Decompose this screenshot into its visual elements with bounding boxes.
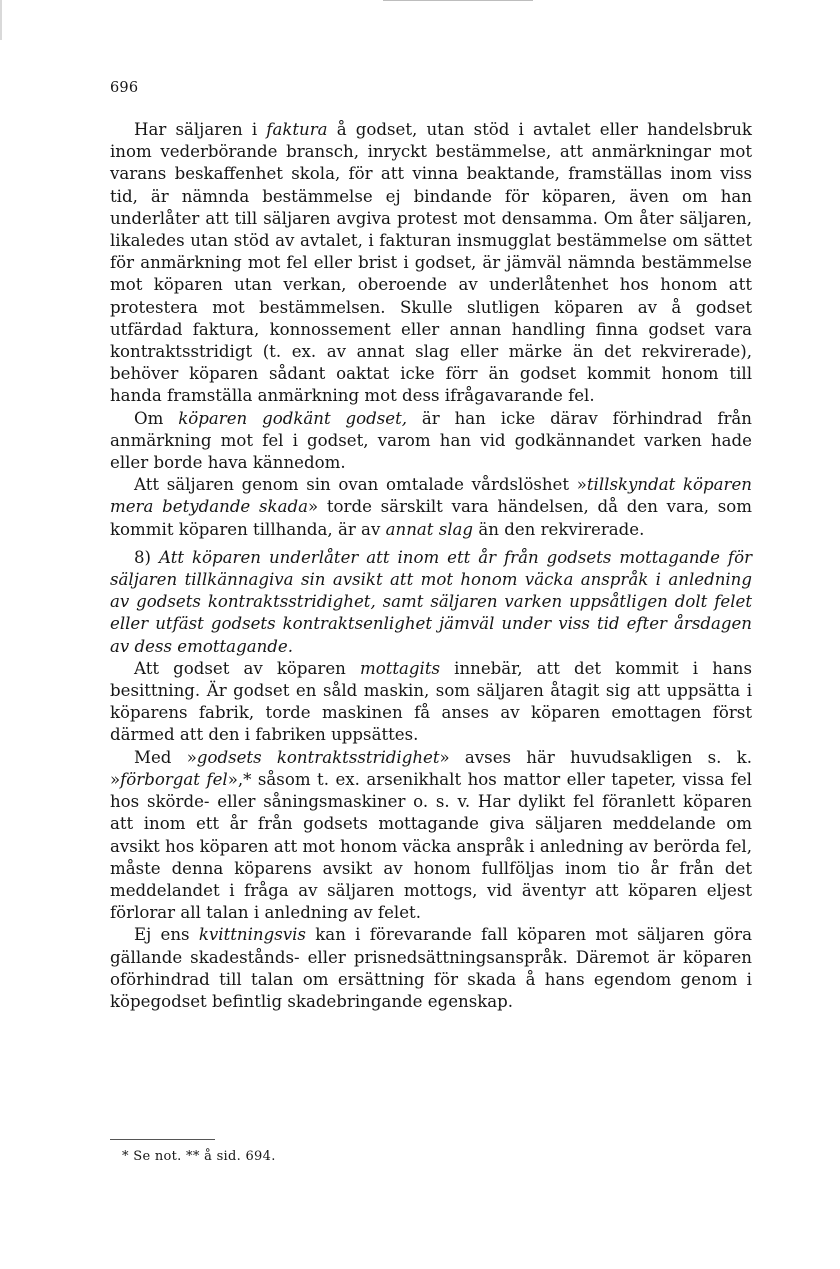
italic-run: kvittningsvis bbox=[198, 925, 306, 945]
italic-run: annat slag bbox=[385, 519, 474, 539]
paragraph bbox=[110, 119, 752, 408]
paragraph bbox=[110, 547, 752, 658]
italic-run: godsets kontraktsstridighet bbox=[196, 747, 440, 767]
paragraph bbox=[110, 658, 752, 747]
italic-run: faktura bbox=[266, 120, 328, 139]
text-run: Att godset av köparen bbox=[134, 658, 360, 678]
italic-run: förborgat fel bbox=[120, 769, 228, 789]
text-run: Om bbox=[134, 408, 179, 428]
scan-left-edge bbox=[0, 0, 2, 40]
text-run: Att säljaren genom sin ovan omtalade vårdslöshet » bbox=[134, 475, 587, 495]
text-run: Med » bbox=[134, 747, 197, 767]
text-run: Har säljaren i bbox=[134, 120, 267, 139]
paragraph bbox=[110, 924, 752, 1013]
footnote-rule bbox=[110, 1139, 215, 1140]
page-number: 696 bbox=[110, 80, 139, 96]
paragraph bbox=[110, 474, 752, 541]
paragraph bbox=[110, 408, 752, 475]
italic-run: Att köparen underlåter att inom ett år från godsets mottagande för säljaren tillkännagiva sin avsikt att mot honom väcka anspråk i anledning av godsets kontraktsstridighet, samt säljaren varken uppsåtligen dolt felet eller utfäst godsets kontraktsenlighet jämväl under viss tid efter årsdagen av dess emottagande. bbox=[110, 547, 752, 656]
italic-run: köparen godkänt godset, bbox=[178, 408, 408, 428]
text-run: är han icke därav förhindrad från anmärkning mot fel i godset, varom han vid godkännandet varken hade eller borde hava kännedom. bbox=[110, 408, 752, 473]
text-run: än den rekvirerade. bbox=[473, 519, 645, 539]
scan-edge-line bbox=[383, 0, 533, 1]
paragraph bbox=[110, 747, 752, 925]
italic-run: tillskyndat köparen mera betydande skada bbox=[110, 475, 752, 517]
text-run: 8) bbox=[134, 547, 159, 567]
footnote: * Se not. ** å sid. 694. bbox=[122, 1149, 276, 1164]
text-run: kan i förevarande fall köparen mot säljaren göra gällande skadestånds- eller prisnedsättningsanspråk. Däremot är köparen oförhindrad till talan om ersättning för skada å hans egendom genom i köpegodset befintlig skadebringande egenskap. bbox=[110, 925, 752, 1011]
text-run: » avses här huvudsakligen s. k. » bbox=[110, 747, 752, 789]
text-run: innebär, att det kommit i hans besittning. Är godset en såld maskin, som säljaren åtagit sig att uppsätta i köparens fabrik, torde maskinen få anses av köparen emottagen först därmed att den i fabriken uppsättes. bbox=[110, 658, 753, 745]
text-run: »,* såsom t. ex. arsenikhalt hos mattor eller tapeter, vissa fel hos skörde- eller såningsmaskiner o. s. v. Har dylikt fel föranlett köparen att inom ett år från godsets mottagande giva säljaren meddelande om avsikt hos köparen att mot honom väcka anspråk i anledning av berörda fel, måste denna köparens avsikt av honom fullföljas inom tio år från det meddelandet i fråga av säljaren mottogs, vid äventyr att köparen eljest förlorar all talan i anledning av felet. bbox=[110, 769, 752, 923]
italic-run: mottagits bbox=[359, 658, 441, 678]
text-run: å godset, utan stöd i avtalet eller handelsbruk inom vederbörande bransch, inryckt bestämmelse, att anmärkningar mot varans beskaffenhet skola, för att vinna beaktande, framställas inom viss tid, är nämnda bestämmelse ej bindande för köparen, även om han underlåter att till säljaren avgiva protest mot densamma. Om åter säljaren, likaledes utan stöd av avtalet, i fakturan insmugglat bestämmelse om sättet för anmärkning mot fel eller brist i godset, är jämväl nämnda bestämmelse mot köparen utan verkan, oberoende av underlåtenhet hos honom att protestera mot bestämmelsen. Skulle slutligen köparen av å godset utfärdad faktura, konnossement eller annan handling finna godset vara kontraktsstridigt (t. ex. av annat slag eller märke än det rekvirerade), behöver köparen sådant oaktat icke förr än godset kommit honom till handa framställa anmärkning mot dess ifrågavarande fel. bbox=[110, 120, 752, 406]
text-run: Ej ens bbox=[134, 925, 199, 945]
body-text bbox=[110, 119, 752, 1013]
text-run: » torde särskilt vara händelsen, då den vara, som kommit köparen tillhanda, är av bbox=[110, 497, 752, 539]
